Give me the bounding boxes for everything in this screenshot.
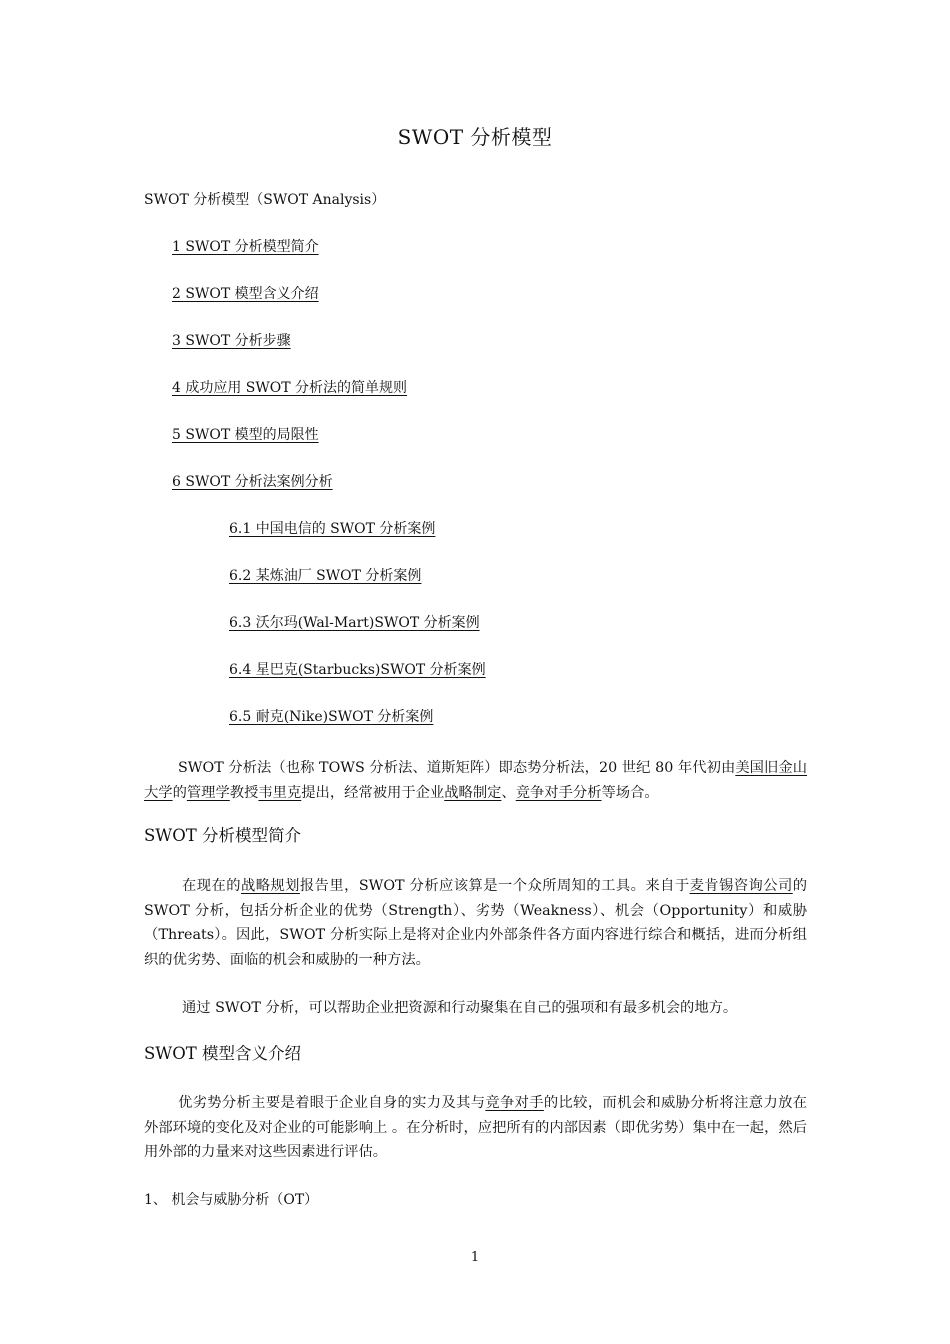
- toc-item-6-1[interactable]: [229, 519, 435, 539]
- toc-item-6-4[interactable]: [229, 660, 486, 680]
- toc-link[interactable]: 6 SWOT 分析法案例分析: [172, 474, 333, 490]
- link-mckinsey[interactable]: 麦肯锡咨询公司: [689, 878, 793, 894]
- toc-item-4[interactable]: [172, 378, 407, 398]
- link-management[interactable]: 管理学: [186, 784, 230, 801]
- section-heading-meaning: SWOT 模型含义介绍: [144, 1044, 302, 1063]
- toc-item-3[interactable]: [172, 331, 291, 351]
- intro-paragraph: SWOT 分析法（也称 TOWS 分析法、道斯矩阵）即态势分析法，20 世纪 80 年代初由美国旧金山大学的管理学教授韦里克提出，经常被用于企业战略制定、竞争对手分析等场合。: [144, 760, 808, 801]
- toc-link[interactable]: 1 SWOT 分析模型简介: [172, 239, 319, 255]
- link-competitor[interactable]: 竞争对手: [485, 1095, 544, 1111]
- section1-paragraph-2: 通过 SWOT 分析，可以帮助企业把资源和行动聚集在自己的强项和有最多机会的地方。: [182, 1000, 738, 1016]
- document-title: SWOT 分析模型: [397, 125, 553, 149]
- section1-paragraph-1: 在现在的战略规划报告里，SWOT 分析应该算是一个众所周知的工具。来自于麦肯锡咨询公司的 SWOT 分析，包括分析企业的优势（Strength）、劣势（Weakness）、机会（Opportunity）和威胁（Threats）。因此，SWOT 分析实际上是将对企业内外部条件各方面内容进行综合和概括，进而分析组织的优劣势、面临的机会和威胁的一种方法。: [144, 878, 808, 968]
- toc-item-6[interactable]: [172, 472, 333, 492]
- toc-link[interactable]: 6.3 沃尔玛(Wal-Mart)SWOT 分析案例: [229, 615, 480, 631]
- toc-link[interactable]: 6.5 耐克(Nike)SWOT 分析案例: [229, 709, 434, 725]
- toc-link[interactable]: 6.4 星巴克(Starbucks)SWOT 分析案例: [229, 662, 486, 678]
- toc-link[interactable]: 5 SWOT 模型的局限性: [172, 427, 319, 443]
- toc-link[interactable]: 4 成功应用 SWOT 分析法的简单规则: [172, 380, 408, 396]
- section-heading-intro: SWOT 分析模型简介: [144, 826, 302, 845]
- document-subtitle: SWOT 分析模型（SWOT Analysis）: [144, 192, 386, 208]
- toc-item-5[interactable]: [172, 425, 319, 445]
- toc-item-6-3[interactable]: [229, 613, 480, 633]
- toc-link[interactable]: 2 SWOT 模型含义介绍: [172, 286, 319, 302]
- link-weirich[interactable]: 韦里克: [258, 784, 302, 801]
- section2-paragraph-1: 优劣势分析主要是着眼于企业自身的实力及其与竞争对手的比较，而机会和威胁分析将注意力放在外部环境的变化及对企业的可能影响上 。在分析时，应把所有的内部因素（即优劣势）集中在一起，然后用外部的力量来对这些因素进行评估。: [144, 1095, 808, 1160]
- toc-item-1[interactable]: [172, 237, 319, 257]
- toc-link[interactable]: 6.2 某炼油厂 SWOT 分析案例: [229, 568, 422, 584]
- toc-item-6-5[interactable]: [229, 707, 433, 727]
- toc-item-6-2[interactable]: [229, 566, 421, 586]
- toc-item-2[interactable]: [172, 284, 319, 304]
- link-sf-university[interactable]: 美国旧金山大学: [144, 760, 808, 801]
- link-competitor-analysis[interactable]: 竞争对手分析: [515, 784, 602, 801]
- link-strategy-making[interactable]: 战略制定: [444, 784, 502, 801]
- list-item-ot: 1、 机会与威胁分析（OT）: [144, 1192, 319, 1208]
- toc-link[interactable]: 6.1 中国电信的 SWOT 分析案例: [229, 521, 436, 537]
- link-strategic-planning[interactable]: 战略规划: [240, 878, 300, 894]
- page-number: 1: [470, 1250, 480, 1265]
- toc-link[interactable]: 3 SWOT 分析步骤: [172, 333, 291, 349]
